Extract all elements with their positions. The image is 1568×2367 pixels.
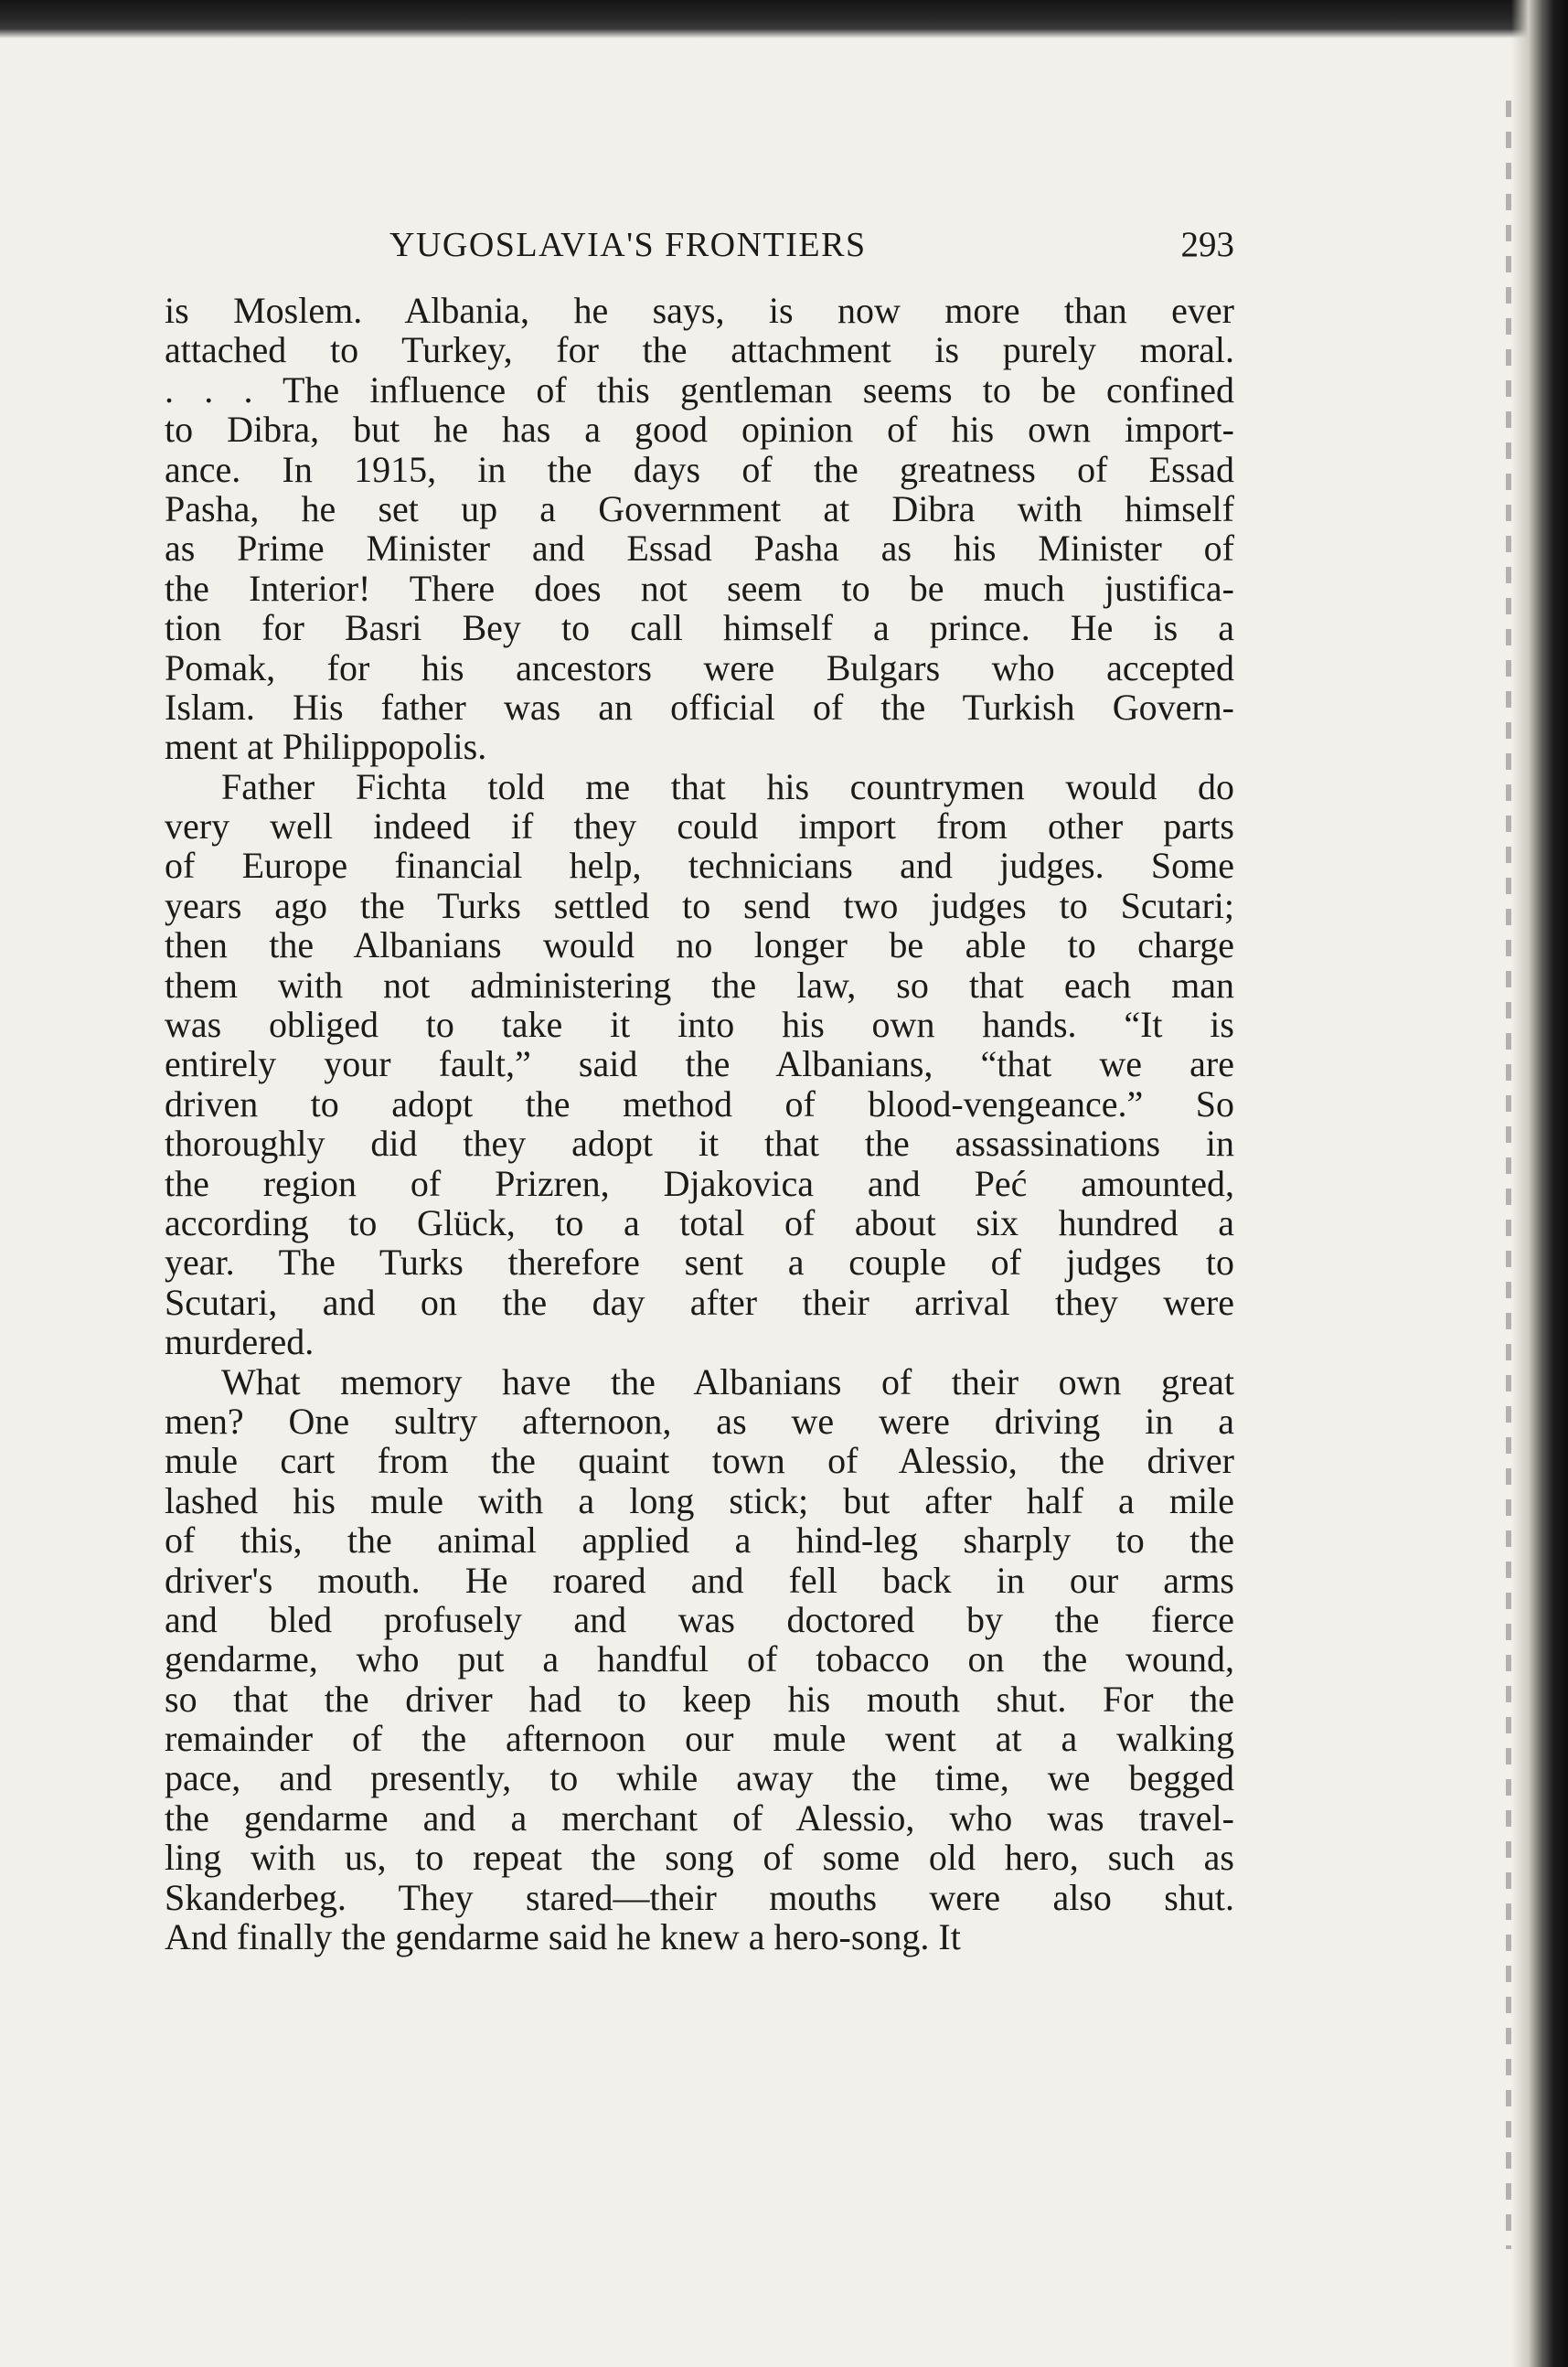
paragraph-2 — [165, 765, 1234, 1363]
text-line: Islam. His father was an official of the Turkish Govern- — [165, 686, 1234, 728]
text-line: the region of Prizren, Djakovica and Peć amounted, — [165, 1162, 1234, 1204]
text-line: driven to adopt the method of blood-vengeance.” So — [165, 1082, 1234, 1125]
text-line: And finally the gendarme said he knew a hero-song. It — [165, 1916, 961, 1958]
text-line: Pasha, he set up a Government at Dibra with himself — [165, 487, 1234, 529]
text-line: them with not administering the law, so that each man — [165, 964, 1234, 1006]
text-line: Scutari, and on the day after their arrival they were — [165, 1281, 1234, 1323]
text-line: then the Albanians would no longer be able to charge — [165, 924, 1234, 966]
text-line: and bled profusely and was doctored by the fierce — [165, 1598, 1234, 1640]
text-line: of this, the animal applied a hind-leg sharply to the — [165, 1519, 1234, 1562]
text-line: mule cart from the quaint town of Alessio, the driver — [165, 1440, 1234, 1482]
text-line: driver's mouth. He roared and fell back in our arms — [165, 1559, 1234, 1601]
text-line: attached to Turkey, for the attachment is purely moral. — [165, 329, 1234, 371]
text-line: ling with us, to repeat the song of some old hero, such as — [165, 1837, 1234, 1879]
text-line: men? One sultry afternoon, as we were driving in a — [165, 1400, 1234, 1442]
text-line: tion for Basri Bey to call himself a prince. He is a — [165, 607, 1234, 649]
text-line: of Europe financial help, technicians and judges. Some — [165, 845, 1234, 887]
page-header — [165, 218, 1234, 272]
paragraph-3 — [165, 1360, 1234, 1956]
text-line: What memory have the Albanians of their own great — [221, 1360, 1234, 1402]
text-line: entirely your fault,” said the Albanians, “that we are — [165, 1043, 1234, 1085]
text-line: murdered. — [165, 1321, 315, 1363]
paragraph-1 — [165, 289, 1234, 768]
text-line: thoroughly did they adopt it that the assassinations in — [165, 1123, 1234, 1165]
running-head: YUGOSLAVIA'S FRONTIERS — [389, 226, 867, 264]
scan-binding-shadow — [1511, 0, 1568, 2367]
text-line: Pomak, for his ancestors were Bulgars who accepted — [165, 646, 1234, 688]
page-number: 293 — [1180, 225, 1234, 264]
text-line: . . . The influence of this gentleman seems to be confined — [165, 368, 1234, 410]
text-line: ance. In 1915, in the days of the greatness of Essad — [165, 448, 1234, 490]
text-line: lashed his mule with a long stick; but after half a mile — [165, 1479, 1234, 1521]
text-line: gendarme, who put a handful of tobacco on the wound, — [165, 1638, 1234, 1680]
text-line: the gendarme and a merchant of Alessio, who was travel- — [165, 1797, 1234, 1839]
text-line: so that the driver had to keep his mouth shut. For the — [165, 1678, 1234, 1720]
text-line: remainder of the afternoon our mule went at a walking — [165, 1718, 1234, 1760]
body-text — [165, 289, 1234, 1958]
text-line: according to Glück, to a total of about six hundred a — [165, 1201, 1234, 1243]
text-line: is Moslem. Albania, he says, is now more than ever — [165, 290, 1234, 331]
text-line: ment at Philippopolis. — [165, 726, 487, 768]
text-line: pace, and presently, to while away the time, we begged — [165, 1757, 1234, 1799]
text-line: year. The Turks therefore sent a couple of judges to — [165, 1242, 1234, 1284]
text-line: the Interior! There does not seem to be much justifica- — [165, 567, 1234, 609]
scan-top-shadow — [0, 0, 1568, 38]
text-line: was obliged to take it into his own hands. “It is — [165, 1004, 1234, 1046]
text-line: as Prime Minister and Essad Pasha as his Minister of — [165, 528, 1234, 570]
text-line: years ago the Turks settled to send two judges to Scutari; — [165, 884, 1234, 926]
text-line: to Dibra, but he has a good opinion of his own import- — [165, 409, 1234, 451]
text-line: very well indeed if they could import from other parts — [165, 805, 1234, 848]
text-line: Father Fichta told me that his countrymen would do — [221, 765, 1234, 807]
text-line: Skanderbeg. They stared—their mouths were also shut. — [165, 1876, 1234, 1918]
